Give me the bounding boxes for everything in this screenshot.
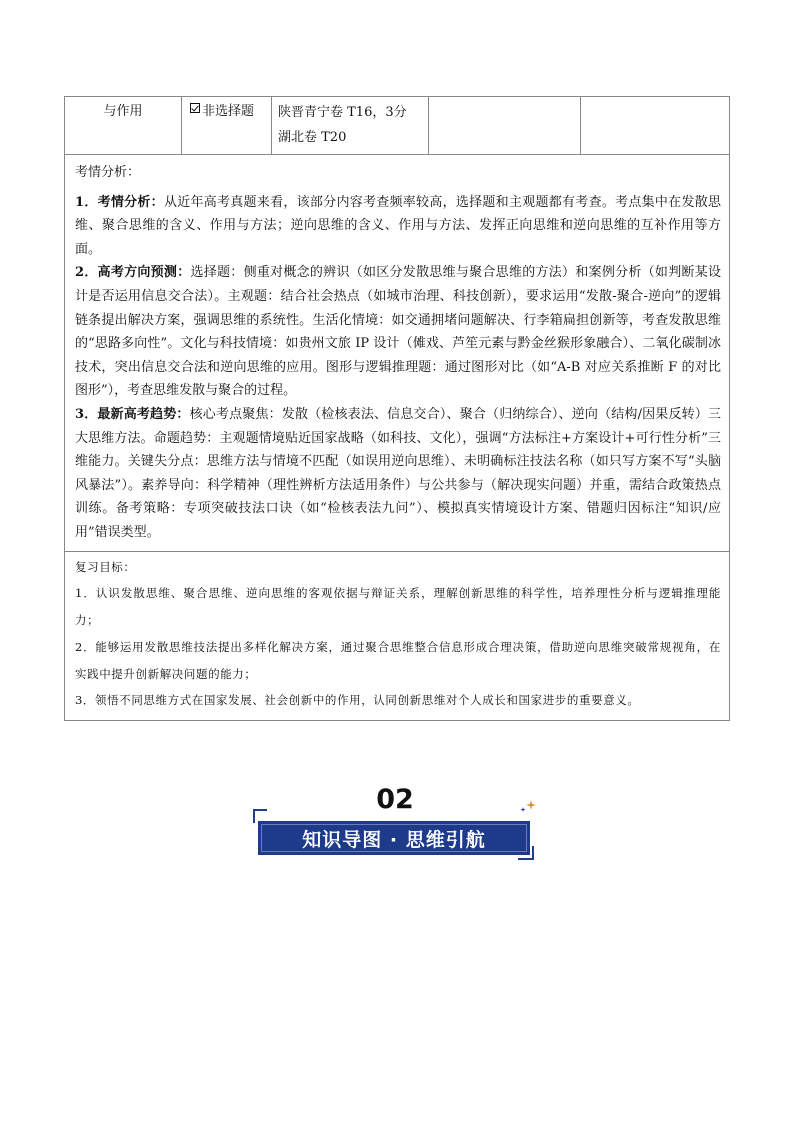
analysis-p3-label: 3．最新高考趋势： xyxy=(75,406,190,422)
review-goals-section xyxy=(65,552,729,721)
topic-cell: 与作用 xyxy=(65,97,182,154)
analysis-paragraph-1 xyxy=(75,191,721,262)
section-title: 知识导图 · 思维引航 xyxy=(302,828,486,851)
section-number: 02 xyxy=(376,784,414,815)
checkbox-checked-icon xyxy=(190,103,200,113)
exam-analysis-section xyxy=(65,155,729,552)
analysis-p2-label: 2．高考方向预测： xyxy=(75,265,191,281)
analysis-heading: 考情分析： xyxy=(75,165,141,180)
analysis-p1-text: 从近年高考真题来看，该部分内容考查频率较高，选择题和主观题都有考查。考点集中在发散思维、聚合思维的含义、作用与方法；逆向思维的含义、作用与方法、发挥正向思维和逆向思维的互补作用等方面。 xyxy=(75,194,721,257)
empty-cell-5 xyxy=(581,97,729,154)
analysis-p2-text: 选择题：侧重对概念的辨识（如区分发散思维与聚合思维的方法）和案例分析（如判断某设计是否运用信息交合法）。主观题：结合社会热点（如城市治理、科技创新），要求运用“发散-聚合-逆向”的逻辑链条提出解决方案，强调思维的系统性。生活化情境：如交通拥堵问题解决、行李箱扁担创新等，考查发散思维的“思路多向性”。文化与科技情境：如贵州文旅 IP 设计（傩戏、芦笙元素与黔金丝猴形象融合）、二氧化碳制冰技术，突出信息交合法和逆向思维的应用。图形与逻辑推理题：通过图形对比（如“A-B 对应关系推断 F 的对比图形”），考查思维发散与聚合的过程。 xyxy=(75,265,721,399)
empty-cell-4 xyxy=(429,97,581,154)
exam-analysis-table xyxy=(64,96,730,721)
bracket-bottom-right-icon xyxy=(518,846,534,860)
analysis-p3-text: 核心考点聚焦：发散（检核表法、信息交合）、聚合（归纳综合）、逆向（结构/因果反转）三大思维方法。命题趋势：主观题情境贴近国家战略（如科技、文化），强调“方法标注+方案设计+可行性分析”三维能力。关键失分点：思维方法与情境不匹配（如误用逆向思维）、未明确标注技法名称（如只写方案不写“头脑风暴法”）。素养导向：科学精神（理性辨析方法适用条件）与公共参与（解决现实问题）并重，需结合政策热点训练。备考策略：专项突破技法口诀（如“检核表法九问”）、模拟真实情境设计方案、错题归因标注“知识/应用”错误类型。 xyxy=(75,406,721,540)
section-banner xyxy=(250,784,540,862)
analysis-p1-label: 1．考情分析： xyxy=(75,194,164,210)
exam-source-line-1: 陕晋青宁卷 T16，3分 xyxy=(278,105,407,120)
section-title-bar xyxy=(258,821,530,855)
goal-item-3: 3．领悟不同思维方式在国家发展、社会创新中的作用，认同创新思维对个人成长和国家进步的重要意义。 xyxy=(75,693,640,708)
goals-heading: 复习目标： xyxy=(75,559,136,574)
question-type-cell xyxy=(182,97,272,154)
exam-source-cell xyxy=(272,97,429,154)
analysis-paragraph-2 xyxy=(75,261,721,403)
exam-source-line-2: 湖北卷 T20 xyxy=(278,130,347,145)
sparkle-icon xyxy=(518,798,538,818)
goal-item-1: 1．认识发散思维、聚合思维、逆向思维的客观依据与辩证关系，理解创新思维的科学性，培养理性分析与逻辑推理能力； xyxy=(75,586,721,628)
table-row xyxy=(65,97,729,155)
analysis-paragraph-3 xyxy=(75,403,721,545)
goal-item-2: 2．能够运用发散思维技法提出多样化解决方案，通过聚合思维整合信息形成合理决策，借助逆向思维突破常规视角，在实践中提升创新解决问题的能力； xyxy=(75,639,721,681)
question-type-label: 非选择题 xyxy=(202,104,255,119)
